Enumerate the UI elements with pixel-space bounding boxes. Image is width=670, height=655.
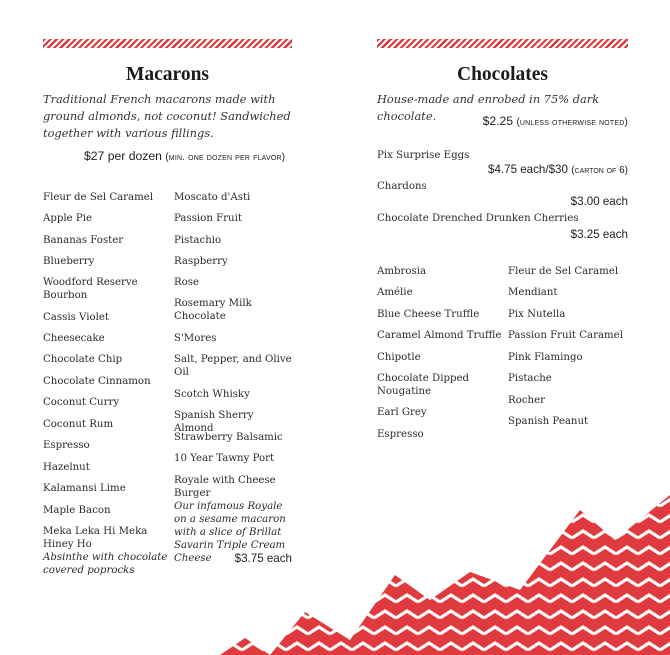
macaron-flavor-name: Blueberry (43, 256, 95, 267)
chocolate-flavor: Caramel Almond Truffle (377, 330, 502, 341)
chocolates-price (483, 114, 628, 128)
macaron-flavor-name: Rose (174, 277, 200, 288)
macaron-flavor-name: Coconut Curry (43, 397, 120, 408)
special-price-amount: $3.00 each (570, 195, 628, 208)
macaron-flavor (43, 353, 168, 366)
macarons-title: Macarons (125, 64, 210, 85)
macaron-flavor (43, 418, 168, 431)
macaron-flavor (43, 191, 168, 204)
macaron-flavor (43, 212, 168, 225)
macaron-flavor-name: Woodford Reserve Bourbon (43, 277, 138, 301)
macaron-flavor (174, 276, 294, 289)
macaron-flavor-description: Our infamous Royale on a sesame macaron with a slice of Brillat Savarin Triple Cream Cheese (174, 501, 286, 564)
macaron-flavor (174, 332, 294, 345)
macarons-description: Traditional French macarons made with ground almonds, not coconut! Sandwiched together with various fillings. (43, 92, 291, 140)
macaron-flavor (174, 431, 294, 444)
chocolate-flavor: Chocolate Dipped Nougatine (377, 373, 470, 397)
chocolate-flavor: Pix Nutella (508, 309, 566, 320)
macaron-flavor-name: S'Mores (174, 333, 217, 344)
macaron-flavor-name: Coconut Rum (43, 419, 114, 430)
special-price (488, 163, 628, 176)
macaron-flavor (43, 525, 168, 577)
special-price-amount: $4.75 each/$30 (488, 163, 568, 176)
macaron-flavor-name: Pistachio (174, 235, 222, 246)
macaron-flavor-name: Strawberry Balsamic (174, 432, 283, 443)
chocolates-title: Chocolates (457, 64, 548, 85)
chocolate-flavor: Rocher (508, 395, 545, 406)
chocolates-price-amount: $2.25 (482, 114, 514, 128)
chocolate-flavor: Mendiant (508, 287, 558, 298)
macaron-flavor (174, 452, 294, 465)
macaron-flavor-name: Apple Pie (43, 213, 93, 224)
macaron-flavor (43, 504, 168, 517)
macaron-flavor (43, 482, 168, 495)
macaron-flavor-name: Salt, Pepper, and Olive Oil (174, 354, 292, 378)
macaron-flavor-name: Rosemary Milk Chocolate (174, 298, 252, 322)
macaron-flavor (43, 332, 168, 345)
macaron-flavor-name: Spanish Sherry Almond (174, 410, 254, 434)
special-name: Chardons (377, 181, 427, 192)
macaron-flavor-name: Cheesecake (43, 333, 105, 344)
macaron-flavor (43, 396, 168, 409)
macarons-price (84, 149, 285, 163)
macaron-flavor (174, 388, 294, 401)
special-price (571, 195, 628, 208)
special-price-amount: $3.25 each (570, 228, 628, 241)
chocolate-flavor: Blue Cheese Truffle (377, 309, 480, 320)
macaron-flavor (174, 191, 294, 204)
special-price (571, 228, 628, 241)
macaron-flavor-name: Meka Leka Hi Meka Hiney Ho (43, 526, 148, 550)
macaron-flavor (174, 234, 294, 247)
macaron-flavor (174, 212, 294, 225)
macaron-flavor (43, 234, 168, 247)
chocolate-flavor: Pistache (508, 373, 552, 384)
macaron-flavor (43, 375, 168, 388)
macaron-flavor (43, 461, 168, 474)
chocolate-flavor: Espresso (377, 429, 424, 440)
chocolate-flavor: Earl Grey (377, 407, 427, 418)
macaron-flavor-name: Cassis Violet (43, 312, 109, 323)
macaron-flavor (174, 297, 294, 323)
chocolates-description: House-made and enrobed in 75% dark chocolate. (377, 92, 600, 123)
macaron-flavor (174, 255, 294, 268)
chocolates-stripe-divider (377, 39, 628, 48)
macaron-flavor-name: Bananas Foster (43, 235, 124, 246)
chocolate-flavor: Chipotle (377, 352, 421, 363)
macaron-flavor-name: Espresso (43, 440, 90, 451)
macarons-price-note: (min. one dozen per flavor) (165, 152, 286, 163)
chocolate-flavor: Ambrosia (377, 266, 427, 277)
macaron-flavor-name: 10 Year Tawny Port (174, 453, 275, 464)
macaron-flavor-name: Royale with Cheese Burger (174, 475, 276, 499)
special-price-note: (carton of 6) (571, 165, 628, 176)
royale-price: $3.75 each (234, 552, 292, 565)
macaron-flavor-name: Chocolate Cinnamon (43, 376, 151, 387)
macaron-flavor-name: Fleur de Sel Caramel (43, 192, 154, 203)
chocolate-flavor: Amélie (377, 287, 413, 298)
macaron-flavor-name: Raspberry (174, 256, 228, 267)
macaron-flavor (43, 439, 168, 452)
macaron-flavor-name: Scotch Whisky (174, 389, 250, 400)
macaron-flavor-name: Passion Fruit (174, 213, 242, 224)
macarons-price-amount: $27 per dozen (84, 149, 162, 163)
macarons-stripe-divider (43, 39, 292, 48)
chocolates-price-note: (unless otherwise noted) (516, 117, 628, 128)
macaron-flavor-description: Absinthe with chocolate covered poprocks (43, 552, 168, 576)
macaron-flavor (174, 353, 294, 379)
macaron-flavor (43, 255, 168, 268)
special-name: Chocolate Drenched Drunken Cherries (377, 213, 579, 224)
macaron-flavor-name: Chocolate Chip (43, 354, 123, 365)
macaron-flavor-name: Hazelnut (43, 462, 90, 473)
chocolate-flavor: Spanish Peanut (508, 416, 589, 427)
macaron-flavor-name: Kalamansi Lime (43, 483, 126, 494)
macaron-flavor-name: Moscato d'Asti (174, 192, 251, 203)
macaron-flavor (43, 311, 168, 324)
special-name: Pix Surprise Eggs (377, 150, 470, 161)
chocolate-flavor: Pink Flamingo (508, 352, 583, 363)
macaron-flavor-name: Maple Bacon (43, 505, 111, 516)
chocolate-flavor: Fleur de Sel Caramel (508, 266, 619, 277)
chocolate-flavor: Passion Fruit Caramel (508, 330, 623, 341)
macaron-flavor (43, 276, 168, 302)
